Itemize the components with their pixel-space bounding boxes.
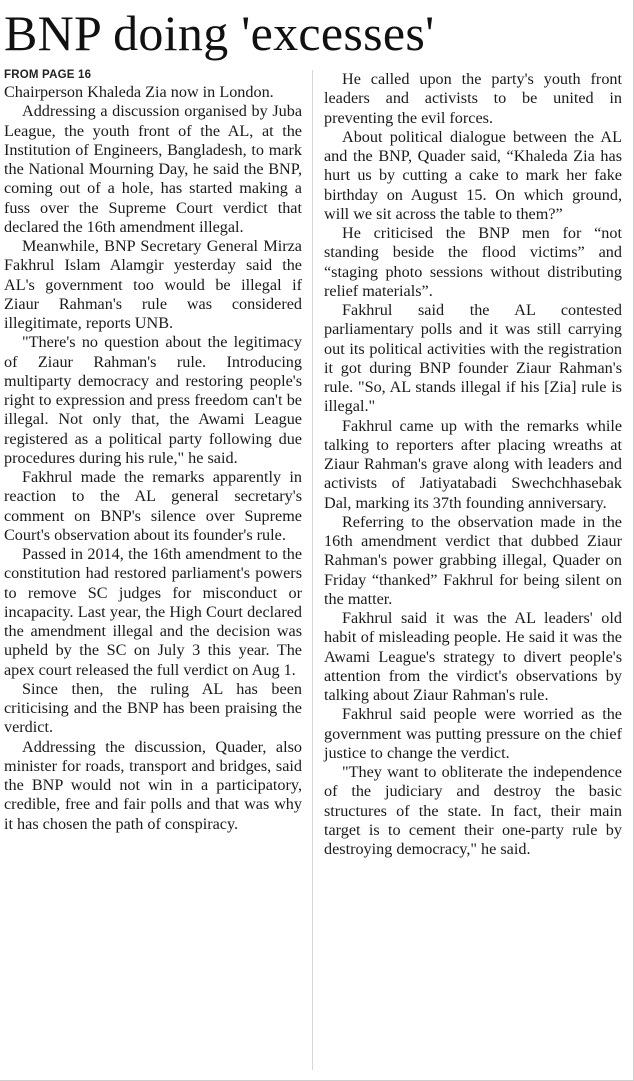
- paragraph: Fakhrul made the remarks apparently in reaction to the AL general secretary's comment on BNP's silence over Supreme Court's observation about its founder's rule.: [4, 468, 302, 544]
- paragraph: About political dialogue between the AL and the BNP, Quader said, “Khaleda Zia has hurt us by cutting a cake to mark her fake birthday on August 15. On which ground, will we sit across the table to them?”: [324, 127, 622, 223]
- paragraph: He criticised the BNP men for “not standing beside the flood victims” and “staging photo sessions without distributing relief materials”.: [324, 224, 622, 300]
- paragraph: Referring to the observation made in the 16th amendment verdict that dubbed Ziaur Rahman's power grabbing illegal, Quader on Friday “thanked” Fakhrul for being silent on the matter.: [324, 512, 622, 608]
- paragraph: Addressing the discussion, Quader, also minister for roads, transport and bridges, said the BNP would not win in a participatory, credible, free and fair polls and that was why it has chosen the path of conspiracy.: [4, 737, 302, 833]
- headline: BNP doing 'excesses': [4, 5, 435, 61]
- paragraph: Meanwhile, BNP Secretary General Mirza Fakhrul Islam Alamgir yesterday said the AL's government too would be illegal if Ziaur Rahman's rule was considered illegitimate, reports UNB.: [4, 237, 302, 332]
- right-column: [324, 70, 622, 859]
- paragraph: Addressing a discussion organised by Juba League, the youth front of the AL, at the Institution of Engineers, Bangladesh, to mark the National Mourning Day, he said the BNP, coming out of a hole, has started making a fuss over the Supreme Court verdict that declared the 16th amendment illegal.: [4, 102, 302, 236]
- paragraph: "There's no question about the legitimacy of Ziaur Rahman's rule. Introducing multiparty democracy and restoring people's right to expression and press freedom can't be illegal. Not only that, the Awami League registered as a political party following due procedures during his rule," he said.: [4, 333, 302, 467]
- paragraph: Fakhrul said it was the AL leaders' old habit of misleading people. He said it was the Awami League's strategy to divert people's attention from the virdict's observations by talking about Ziaur Rahman's rule.: [324, 609, 622, 704]
- paragraph: Fakhrul said the AL contested parliamentary polls and it was still carrying out its political activities with the registration it got during BNP founder Ziaur Rahman's rule. "So, AL stands illegal if his [Zia] rule is illegal.": [324, 301, 622, 416]
- paragraph: He called upon the party's youth front leaders and activists to be united in preventing the evil forces.: [324, 70, 622, 127]
- left-column: [4, 68, 302, 834]
- paragraph: Passed in 2014, the 16th amendment to the constitution had restored parliament's powers to remove SC judges for misconduct or incapacity. Last year, the High Court declared the amendment illegal and the decision was upheld by the SC on July 3 this year. The apex court released the full verdict on Aug 1.: [4, 545, 302, 679]
- dateline: FROM PAGE 16: [4, 69, 92, 81]
- paragraph: Chairperson Khaleda Zia now in London.: [4, 83, 274, 101]
- paragraph: Fakhrul said people were worried as the government was putting pressure on the chief justice to change the verdict.: [324, 705, 622, 762]
- paragraph: "They want to obliterate the independence of the judiciary and destroy the basic structures of the state. In fact, their main target is to cement their one-party rule by destroying democracy," he said.: [324, 763, 622, 858]
- paragraph: Fakhrul came up with the remarks while talking to reporters after placing wreaths at Ziaur Rahman's grave along with leaders and activists of Jatiyatabadi Swechchhasebak Dal, marking its 37th founding anniversary.: [324, 416, 622, 512]
- column-divider: [312, 70, 313, 1070]
- paragraph: Since then, the ruling AL has been criticising and the BNP has been praising the verdict.: [4, 679, 302, 737]
